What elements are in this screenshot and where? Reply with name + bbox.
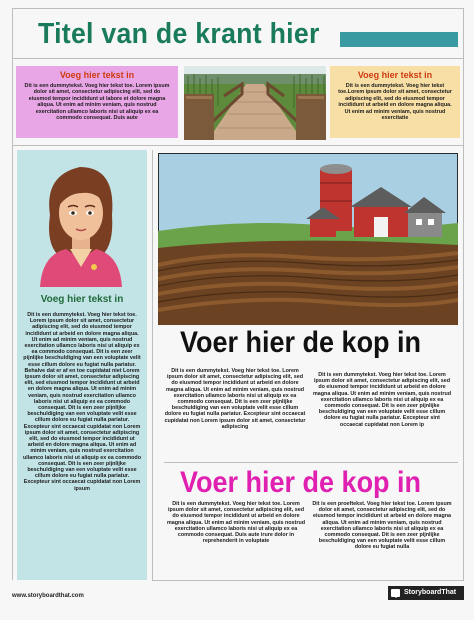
left-margin-rule — [12, 8, 13, 580]
bottom-rule — [152, 580, 464, 581]
top-right-box-heading: Voeg hier tekst in — [357, 70, 433, 80]
title-accent-bar — [340, 32, 458, 47]
right-margin-rule — [463, 8, 464, 580]
newspaper-title: Titel van de krant hier — [38, 18, 320, 50]
article-2-column-1: Dit is een dummytekst. Voeg hier tekst toe. Lorem ipsum dolor sit amet, consectetur adipiscing elit, sed do eiusmod tempor incididunt ut arbeid en dolore magna aliqua. Ut enim ad minim veniam, quis nostrud exercitation ullamco laboris nisi ut aliquip ex ea commodo consequat. Duis aute irure dolor in reprehenderit in voluptate — [166, 501, 306, 545]
article-1-column-1: Dit is een dummytekst. Voeg hier tekst toe. Lorem ipsum dolor sit amet, consectetur adipiscing elit, sed do eiusmod tempor incididunt ut arbeid en dolore magna aliqua. Ut enim ad minim veniam, quis nostrud exercitation ullamco laboris nisi ut aliquip ex ea commodo consequat. Dit is een zeer pijnlijke beschuldiging van een voluptate velit esse cillum dolore eu fugiat nulla pariatur. Excepteur sint occaecat cupidatat non Lorem ipsum dolor sit amet, consectetur adipiscing — [164, 368, 306, 430]
article-1-headline: Voer hier de kop in — [180, 326, 422, 359]
article-divider — [164, 462, 458, 463]
footer-url[interactable]: www.storyboardthat.com — [12, 593, 84, 599]
sidebar-text: Dit is een dummytekst. Voeg hier tekst toe. Lorem ipsum dolor sit amet, consectetur adipiscing elit, sed do eiusmod tempor incididunt ut arbeid en dolore magna aliqua. Ut enim ad minim veniam, quis nostrud exercitation ullamco laboris nisi ut aliquip ex ea commodo consequat. Dit is een zeer pijnlijke beschuldiging van een voluptate velit esse cillum dolore eu fugiat nulla pariatur. Behalve dat er af en toe cupidatat niet Lorem ipsum dolor sit amet, consectetur adipiscing elit, sed eiusmod tempor incididunt ut arbeid en dolore magna aliqua. Ut enim ad minim veniam, quis nostrud exercitation ullamco laboris nisi ut aliquip ex ea commodo consequat. Dit is een zeer pijnlijke beschuldiging van een voluptate velit esse cillum dolore eu fugiat nulla pariatur. Excepteur sint occaecat cupidatat non Lorem ipsum dolor sit amet, consectetur adipiscing elit, sed do eiusmod tempor incididunt ut arbeid en dolore magna aliqua. Ut enim ad minim veniam, quis nostrud exercitation ullamco laboris nisi ut aliquip ex ea commodo consequat. Dit is een zeer pijnlijke beschuldiging van een voluptate velit esse cillum dolore eu fugiat nulla pariatur. Excepteur sint occaecat cupidatat non Lorem ipsum — [22, 312, 142, 492]
woman-avatar-image — [36, 155, 126, 287]
boardwalk-image — [184, 66, 326, 140]
header-rule — [12, 58, 464, 59]
sidebar-heading: Voeg hier tekst in — [40, 294, 124, 305]
speech-bubble-icon — [391, 589, 400, 597]
article-1-column-2: Dit is een dummytekst. Voeg hier tekst toe. Lorem ipsum dolor sit amet, consectetur adipiscing elit, sed do eiusmod tempor incididunt ut arbeid en dolore magna aliqua. Ut enim ad minim veniam, quis nostrud exercitation ullamco laboris nisi ut aliquip ex ea commodo consequat. Dit is een zeer pijnlijke beschuldiging van een voluptate velit esse cillum dolore eu fugiat nulla pariatur. Excepteur sint occaecat cupidatat non Lorem ip — [312, 372, 452, 428]
article-2-column-2: Dit is een proeftekst. Voeg hier tekst toe. Lorem ipsum dolor sit amet, consectetur adipiscing elit, sed do eiusmod tempor incididunt ut arbeid en dolore magna aliqua. Ut enim ad minim veniam, quis nostrud exercitation ullamco laboris nisi ut aliquip ex ea commodo consequat. Dit is een zeer pijnlijke beschuldiging van een voluptate velit esse cillum dolore eu fugiat nulla — [312, 501, 452, 551]
storyboardthat-logo[interactable] — [388, 586, 464, 600]
farm-field-image — [158, 153, 458, 325]
column-divider — [152, 150, 153, 580]
top-left-box-text: Dit is een dummytekst. Voeg hier tekst toe. Lorem ipsum dolor sit amet, consectetur adipiscing elit, sed do eiusmod tempor incididunt ut labore et dolore magna aliqua. Ut enim ad minim veniam, quis nostrud exercitation ullamco laboris nisi ut aliquip ex ea commodo consequat. Duis aute — [24, 83, 170, 122]
top-left-box — [16, 66, 178, 138]
top-right-box — [330, 66, 460, 138]
mid-rule — [12, 145, 464, 146]
logo-text: StoryboardThat — [404, 589, 457, 596]
article-2-headline: Voer hier de kop in — [180, 466, 422, 499]
top-left-box-heading: Voeg hier tekst in — [59, 70, 135, 80]
top-right-box-text: Dit is een dummytekst. Voeg hier tekst toe.Lorem ipsum dolor sit amet, consectetur adipiscing elit, sed do eiusmod tempor incididunt ut arbeid en dolore magna aliqua. Ut enim ad minim veniam, quis nostrud exercitatie — [338, 83, 452, 122]
top-rule — [12, 8, 464, 9]
